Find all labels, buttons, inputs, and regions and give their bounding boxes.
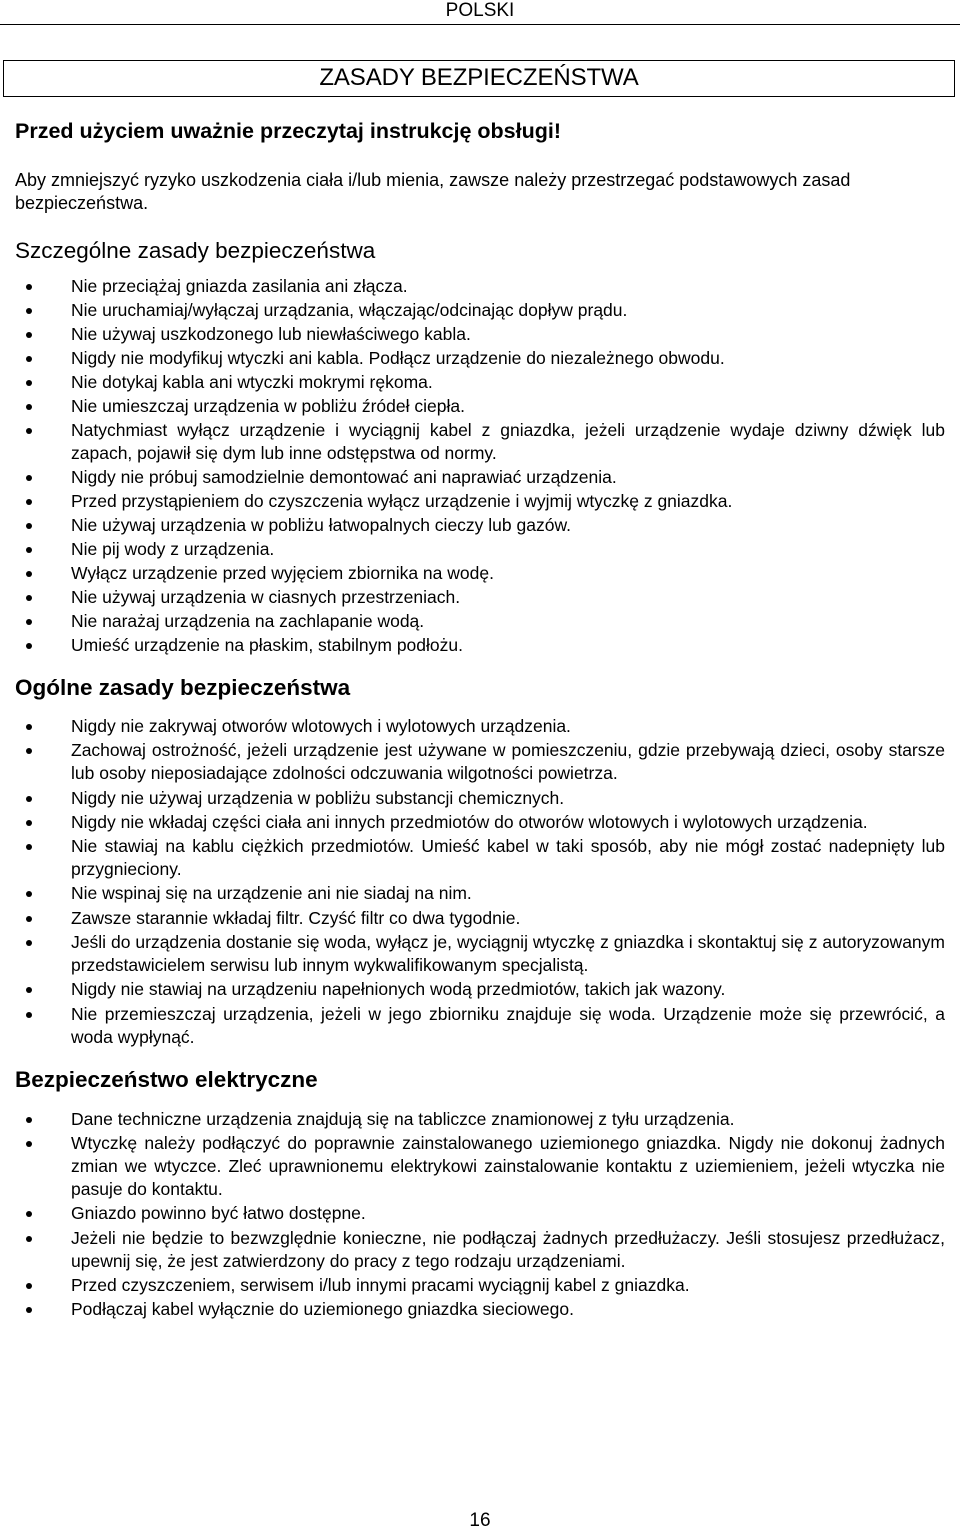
- list-item: [15, 275, 945, 298]
- bullet-icon: [26, 595, 32, 601]
- bullet-icon: [26, 284, 32, 290]
- list-item: [15, 323, 945, 346]
- bullet-icon: [26, 1012, 32, 1018]
- bullet-icon: [26, 380, 32, 386]
- page-number: 16: [469, 1510, 491, 1531]
- list-item-text: Nie dotykaj kabla ani wtyczki mokrymi rękoma.: [71, 372, 433, 392]
- page-title: ZASADY BEZPIECZEŃSTWA: [319, 64, 639, 91]
- list-item: [15, 1274, 945, 1297]
- bullet-icon: [26, 1307, 32, 1313]
- list-item-text: Jeżeli nie będzie to bezwzględnie konieczne, nie podłączaj żadnych przedłużaczy. Jeśli stosujesz przedłużacz, upewnij się, że jest zatwierdzony do pracy z tego rodzaju urządzeniami.: [71, 1227, 945, 1271]
- section-title-electrical-safety: Bezpieczeństwo elektryczne: [15, 1066, 318, 1092]
- bullet-icon: [26, 844, 32, 850]
- bullet-icon: [26, 643, 32, 649]
- bullet-icon: [26, 475, 32, 481]
- list-item-text: Nigdy nie modyfikuj wtyczki ani kabla. Podłącz urządzenie do niezależnego obwodu.: [71, 348, 725, 368]
- list-item-text: Nigdy nie stawiaj na urządzeniu napełnionych wodą przedmiotów, takich jak wazony.: [71, 979, 726, 1000]
- bullet-icon: [26, 724, 32, 730]
- list-item-text: Zawsze starannie wkładaj filtr. Czyść filtr co dwa tygodnie.: [71, 907, 521, 928]
- list-item-text: Przed czyszczeniem, serwisem i/lub innymi pracami wyciągnij kabel z gniazdka.: [71, 1274, 690, 1295]
- section-title-specific-safety: Szczególne zasady bezpieczeństwa: [15, 238, 376, 263]
- list-item-text: Nie przemieszczaj urządzenia, jeżeli w jego zbiorniku znajduje się woda. Urządzenie może się przewrócić, a woda wypłynąć.: [71, 1003, 945, 1047]
- list-item: [15, 931, 945, 977]
- bullet-icon: [26, 308, 32, 314]
- bullet-icon: [26, 1283, 32, 1289]
- bullet-icon: [26, 619, 32, 625]
- list-item: [15, 715, 945, 738]
- bullet-icon: [26, 940, 32, 946]
- list-item: [15, 419, 945, 465]
- bullet-icon: [26, 428, 32, 434]
- list-item: [15, 586, 945, 609]
- list-item-text: Nigdy nie używaj urządzenia w pobliżu substancji chemicznych.: [71, 787, 565, 808]
- list-item: [15, 514, 945, 537]
- list-item-text: Nie stawiaj na kablu ciężkich przedmiotów. Umieść kabel w taki sposób, aby nie mógł zostać nadepnięty lub przygnieciony.: [71, 836, 945, 880]
- bullet-icon: [26, 1236, 32, 1242]
- bullet-icon: [26, 748, 32, 754]
- list-item: [15, 811, 945, 834]
- list-item: [15, 882, 945, 905]
- list-item-text: Wyłącz urządzenie przed wyjęciem zbiornika na wodę.: [71, 563, 494, 583]
- list-item: [15, 1202, 945, 1225]
- list-item: [15, 739, 945, 785]
- bullet-icon: [26, 987, 32, 993]
- list-item: [15, 1132, 945, 1201]
- list-item-text: Przed przystąpieniem do czyszczenia wyłącz urządzenie i wyjmij wtyczkę z gniazdka.: [71, 491, 733, 511]
- list-item: [15, 1298, 945, 1321]
- list-item: [15, 610, 945, 633]
- list-item: [15, 371, 945, 394]
- list-item-text: Nie używaj uszkodzonego lub niewłaściwego kabla.: [71, 324, 471, 344]
- list-item-text: Nie narażaj urządzenia na zachlapanie wodą.: [71, 611, 425, 631]
- header-divider: [0, 24, 960, 25]
- bullet-icon: [26, 796, 32, 802]
- list-item-text: Umieść urządzenie na płaskim, stabilnym podłożu.: [71, 635, 463, 655]
- list-item-text: Wtyczkę należy podłączyć do poprawnie zainstalowanego uziemionego gniazdka. Nigdy nie dokonuj żadnych zmian we wtyczce. Zleć uprawnionemu elektrykowi zainstalowanie kontaktu z uziemieniem, jeżeli wtyczka nie pasuje do kontaktu.: [71, 1132, 945, 1199]
- list-item: [15, 562, 945, 585]
- list-item-text: Nie pij wody z urządzenia.: [71, 539, 275, 559]
- document-body: [15, 117, 945, 1322]
- list-item: [15, 1227, 945, 1273]
- list-item: [15, 466, 945, 489]
- warning-text: Przed użyciem uważnie przeczytaj instrukcję obsługi!: [15, 119, 562, 143]
- list-item: [15, 299, 945, 322]
- bullet-icon: [26, 571, 32, 577]
- bullet-icon: [26, 1211, 32, 1217]
- list-item: [15, 490, 945, 513]
- list-item: [15, 347, 945, 370]
- list-item-text: Nie używaj urządzenia w ciasnych przestrzeniach.: [71, 587, 461, 607]
- list-item-text: Nie wspinaj się na urządzenie ani nie siadaj na nim.: [71, 883, 472, 904]
- bullet-icon: [26, 356, 32, 362]
- list-item: [15, 538, 945, 561]
- list-item: [15, 634, 945, 657]
- list-item: [15, 787, 945, 810]
- list-item: [15, 907, 945, 930]
- list-item-text: Nie używaj urządzenia w pobliżu łatwopalnych cieczy lub gazów.: [71, 515, 571, 535]
- list-item: [15, 395, 945, 418]
- list-item-text: Zachowaj ostrożność, jeżeli urządzenie jest używane w pomieszczeniu, gdzie przebywają dzieci, osoby starsze lub osoby nieposiadające zdolności odczuwania wilgotności powietrza.: [71, 740, 945, 784]
- list-item: [15, 1003, 945, 1049]
- section-title-general-safety: Ogólne zasady bezpieczeństwa: [15, 675, 351, 700]
- bullet-icon: [26, 916, 32, 922]
- list-item-text: Podłączaj kabel wyłącznie do uziemionego gniazdka sieciowego.: [71, 1299, 574, 1320]
- bullet-icon: [26, 1141, 32, 1147]
- bullet-icon: [26, 820, 32, 826]
- list-item: [15, 1108, 945, 1131]
- section-list-specific-safety: [15, 275, 945, 657]
- list-item-text: Jeśli do urządzenia dostanie się woda, wyłącz je, wyciągnij wtyczkę z gniazdka i skontaktuj się z autoryzowanym przedstawicielem serwisu lub innym wykwalifikowanym specjalistą.: [71, 932, 945, 976]
- list-item-text: Nigdy nie próbuj samodzielnie demontować ani naprawiać urządzenia.: [71, 467, 617, 487]
- list-item-text: Nie uruchamiaj/wyłączaj urządzania, włączając/odcinając dopływ prądu.: [71, 300, 628, 320]
- list-item: [15, 978, 945, 1001]
- header-language-label: POLSKI: [445, 0, 515, 21]
- intro-text: Aby zmniejszyć ryzyko uszkodzenia ciała i/lub mienia, zawsze należy przestrzegać podstawowych zasad bezpieczeństwa.: [15, 170, 851, 213]
- bullet-icon: [26, 332, 32, 338]
- list-item-text: Natychmiast wyłącz urządzenie i wyciągnij kabel z gniazdka, jeżeli urządzenie wydaje dziwny dźwięk lub zapach, pojawił się dym lub inne odstępstwa od normy.: [71, 420, 945, 463]
- bullet-icon: [26, 523, 32, 529]
- list-item-text: Gniazdo powinno być łatwo dostępne.: [71, 1203, 366, 1224]
- section-list-general-safety: [15, 715, 945, 1049]
- bullet-icon: [26, 499, 32, 505]
- bullet-icon: [26, 547, 32, 553]
- list-item-text: Dane techniczne urządzenia znajdują się na tabliczce znamionowej z tyłu urządzenia.: [71, 1108, 735, 1129]
- list-item-text: Nie przeciążaj gniazda zasilania ani złącza.: [71, 276, 408, 296]
- list-item-text: Nie umieszczaj urządzenia w pobliżu źródeł ciepła.: [71, 396, 465, 416]
- list-item-text: Nigdy nie wkładaj części ciała ani innych przedmiotów do otworów wlotowych i wylotowych urządzenia.: [71, 811, 868, 832]
- section-list-electrical-safety: [15, 1108, 945, 1321]
- bullet-icon: [26, 1117, 32, 1123]
- bullet-icon: [26, 404, 32, 410]
- bullet-icon: [26, 891, 32, 897]
- list-item-text: Nigdy nie zakrywaj otworów wlotowych i wylotowych urządzenia.: [71, 716, 571, 736]
- list-item: [15, 835, 945, 881]
